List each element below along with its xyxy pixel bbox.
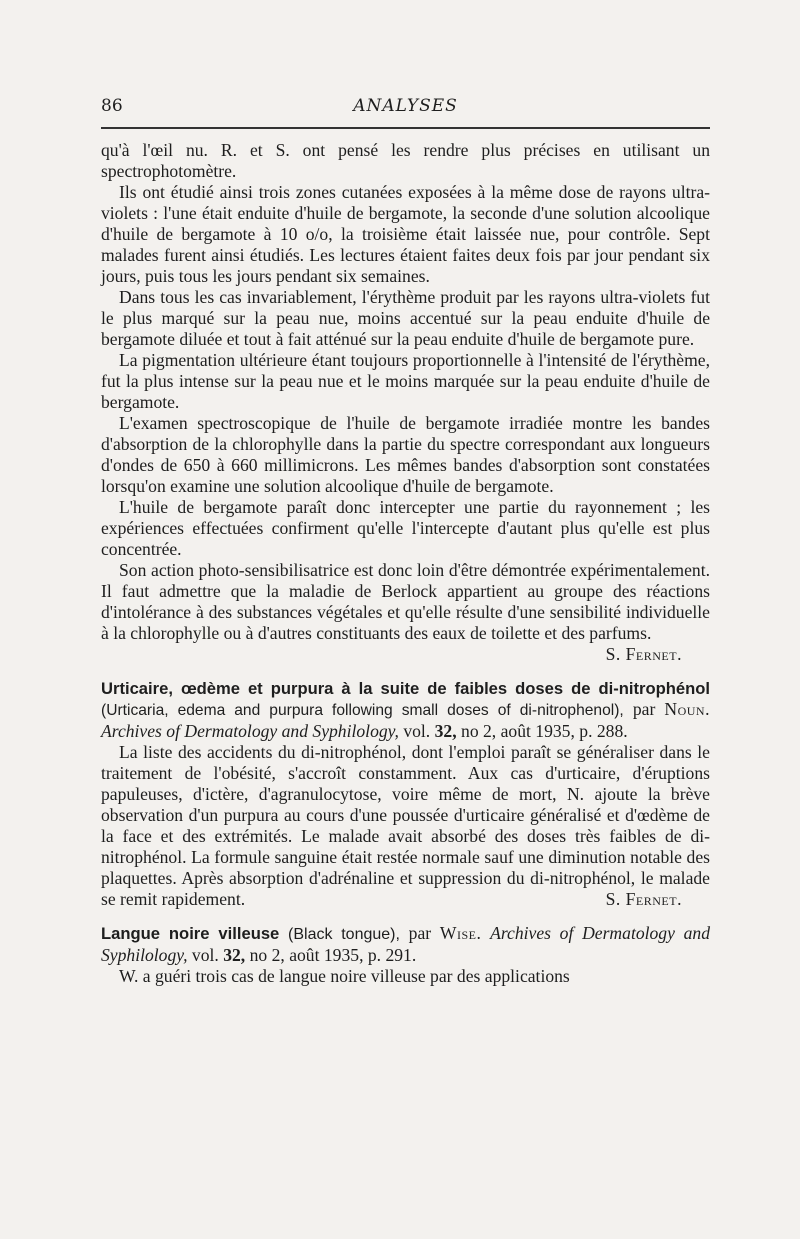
volume: 32, bbox=[223, 945, 246, 965]
page-number: 86 bbox=[101, 96, 123, 116]
header-rule bbox=[101, 127, 710, 129]
par-label: par bbox=[408, 923, 432, 943]
page-body bbox=[101, 140, 710, 987]
signature: S. Fernet. bbox=[605, 644, 682, 664]
journal: Archives of Dermatology and Syphilology, bbox=[101, 923, 711, 965]
volume: 32, bbox=[434, 721, 457, 741]
vol-label: vol. bbox=[403, 721, 431, 741]
article-body-text: La liste des accidents du di-nitrophénol, dont l'emploi paraît se généraliser dans le traitement de l'obésité, s'accroît constamment. Aux cas d'urticaire, d'éruptions papuleuses, d'ictère, d'agranulocytose, voire même de mort, N. ajoute la brève observation d'un purpura au cours d'une poussée d'urticaire généralisé et d'œdème de la face et des extrémités. Le malade avait absorbé des doses très faibles de di-nitrophénol. La formule sanguine était restée normale sauf une diminution notable des plaquettes. Après absorption d'adrénaline et suppression du di-nitrophénol, le malade se remit rapidement. bbox=[101, 742, 710, 909]
author: Noun. bbox=[664, 699, 710, 719]
paragraph: qu'à l'œil nu. R. et S. ont pensé les rendre plus précises en utilisant un spectrophotomètre. bbox=[101, 140, 710, 181]
article-title: Langue noire villeuse bbox=[101, 924, 280, 943]
article-title: Urticaire, œdème et purpura à la suite de faibles doses de di-nitrophénol bbox=[101, 679, 710, 698]
paragraph: Dans tous les cas invariablement, l'érythème produit par les rayons ultra-violets fut le plus marqué sur la peau nue, moins accentué sur la peau enduite d'huile de bergamote diluée et tout à fait atténué sur la peau enduite d'huile de bergamote pure. bbox=[101, 287, 710, 349]
english-title: (Urticaria, edema and purpura following small doses of di-nitrophenol), bbox=[101, 702, 624, 719]
article-body: W. a guéri trois cas de langue noire villeuse par des applications bbox=[119, 966, 570, 986]
article-heading bbox=[101, 678, 710, 742]
article-body bbox=[101, 742, 710, 910]
paragraph: L'examen spectroscopique de l'huile de bergamote irradiée montre les bandes d'absorption de la chlorophylle dans la partie du spectre correspondant aux longueurs d'ondes de 650 à 660 millimicrons. Les mêmes bandes d'absorption sont constatées lorsqu'on examine une solution alcoolique d'huile de bergamote. bbox=[101, 413, 710, 496]
paragraph: Ils ont étudié ainsi trois zones cutanées exposées à la même dose de rayons ultra-violets : l'une était enduite d'huile de bergamote, la seconde d'une solution alcoolique d'huile de bergamote à 10 o/o, la troisième était laissée nue, pour contrôle. Sept malades furent ainsi étudiés. Les lectures étaient faites deux fois par jour pendant six jours, puis tous les jours pendant six semaines. bbox=[101, 182, 710, 286]
signature: S. Fernet. bbox=[605, 889, 682, 909]
paragraph: La pigmentation ultérieure étant toujours proportionnelle à l'intensité de l'érythème, fut la plus intense sur la peau nue et le moins marquée sur la peau enduite d'huile de bergamote. bbox=[101, 350, 710, 412]
article-heading bbox=[101, 923, 710, 966]
issue-date-pages: no 2, août 1935, p. 288. bbox=[461, 721, 628, 741]
issue-date-pages: no 2, août 1935, p. 291. bbox=[249, 945, 417, 965]
article-langue-noire bbox=[101, 923, 710, 987]
par-label: par bbox=[632, 699, 656, 719]
paragraph: L'huile de bergamote paraît donc intercepter une partie du rayonnement ; les expériences effectuées confirment qu'elle l'intercepte d'autant plus qu'elle est plus concentrée. bbox=[101, 497, 710, 559]
paragraph: Son action photo-sensibilisatrice est donc loin d'être démontrée expérimentalement. Il faut admettre que la maladie de Berlock appartient au groupe des réactions d'intolérance à des substances végétales et qu'elle résulte d'une sensibilité individuelle à la chlorophylle ou à d'autres constituants des eaux de toilette et des parfums. bbox=[101, 560, 710, 643]
running-title: ANALYSES bbox=[353, 96, 458, 116]
vol-label: vol. bbox=[191, 945, 219, 965]
journal: Archives of Dermatology and Syphilology, bbox=[101, 721, 399, 741]
page-header bbox=[101, 96, 710, 118]
english-title: (Black tongue), bbox=[288, 926, 400, 943]
author: Wise. bbox=[439, 923, 482, 943]
article-urticaire bbox=[101, 678, 710, 910]
